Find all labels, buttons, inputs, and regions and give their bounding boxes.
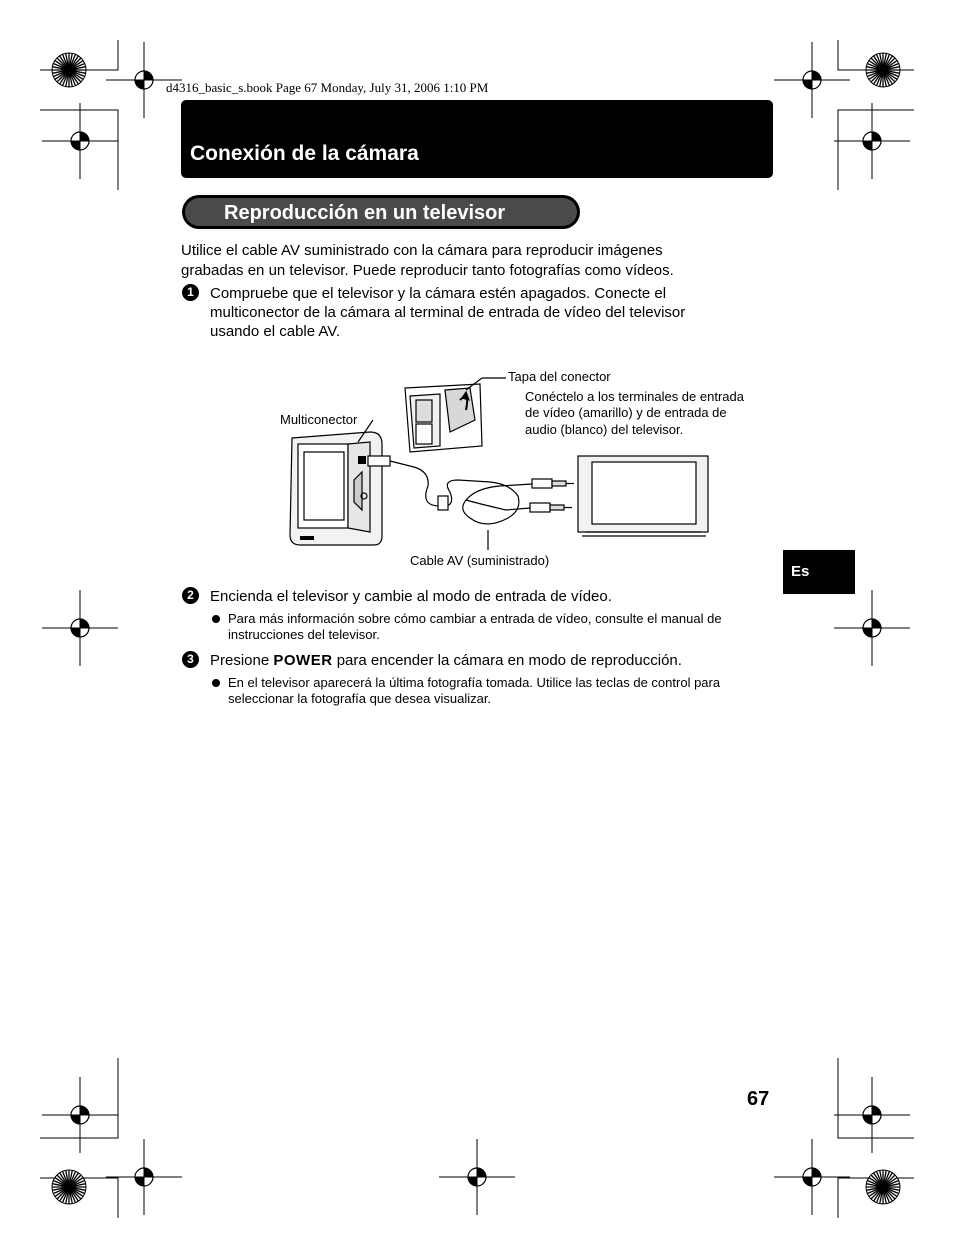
step-1-line-3: usando el cable AV. [210,323,341,340]
step-3-note-line-2: seleccionar la fotografía que desea visualizar. [228,691,492,706]
multiconnector-label: Multiconector [280,412,358,427]
chapter-header-bar [181,100,773,178]
power-button-name: POWER [273,652,333,669]
intro-line-1: Utilice el cable AV suministrado con la cámara para reproducir imágenes [181,242,663,259]
language-tab [783,550,855,594]
step-3-text: Presione POWER para encender la cámara en modo de reproducción. [210,652,682,669]
bullet-icon [212,679,220,687]
step-1-number: 1 [182,284,199,301]
chapter-title: Conexión de la cámara [190,142,419,165]
step-2-text: Encienda el televisor y cambie al modo de entrada de vídeo. [210,588,612,605]
step-2-number: 2 [182,587,199,604]
bullet-icon [212,615,220,623]
step-3-note-line-1: En el televisor aparecerá la última fotografía tomada. Utilice las teclas de control para [228,675,721,690]
book-header: d4316_basic_s.book Page 67 Monday, July 31, 2006 1:10 PM [166,80,489,95]
page-number: 67 [747,1088,770,1110]
cable-label: Cable AV (suministrado) [410,553,550,568]
step-2-note-line-1: Para más información sobre cómo cambiar a entrada de vídeo, consulte el manual de [228,611,722,626]
tv-instruction-line-1: Conéctelo a los terminales de entrada [525,389,744,404]
intro-line-2: grabadas en un televisor. Puede reproducir tanto fotografías como vídeos. [181,262,674,279]
tv-instruction-line-3: audio (blanco) del televisor. [525,422,684,437]
section-title: Reproducción en un televisor [224,202,506,224]
section-header [182,195,580,229]
step-2-note-line-2: instrucciones del televisor. [228,627,380,642]
step-3-number: 3 [182,651,199,668]
connector-cover-label: Tapa del conector [508,369,611,384]
step-1-line-2: multiconector de la cámara al terminal de entrada de vídeo del televisor [210,304,686,321]
step-1-line-1: Compruebe que el televisor y la cámara estén apagados. Conecte el [210,285,667,302]
tv-instruction-line-2: de vídeo (amarillo) y de entrada de [525,405,727,420]
language-tab-label: Es [791,563,810,580]
